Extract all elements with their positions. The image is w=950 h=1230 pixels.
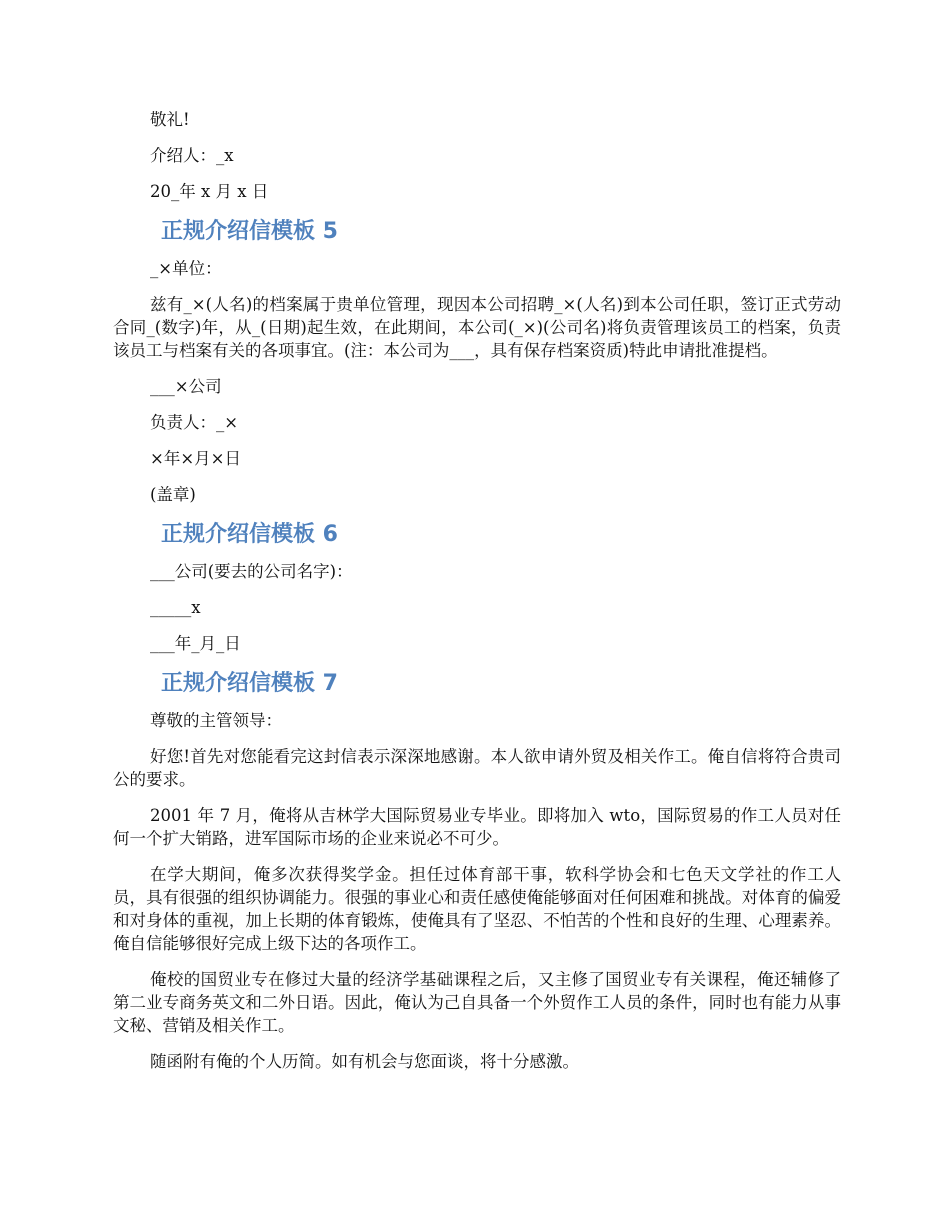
- section-heading-template-7: 正规介绍信模板 7: [161, 671, 338, 696]
- body-paragraph: 随函附有俺的个人历简。如有机会与您面谈，将十分感激。: [150, 1052, 579, 1071]
- seal-line: (盖章): [150, 485, 196, 504]
- body-paragraph: 俺校的国贸业专在修过大量的经济学基础课程之后，又主修了国贸业专有关课程，俺还辅修了第二业专商务英文和二外日语。因此，俺认为己自具备一个外贸作工人员的条件，同时也有能力从事文秘、营销及相关作工。: [113, 970, 841, 1035]
- date-line: ×年×月×日: [150, 449, 241, 468]
- date-line: ___年_月_日: [150, 634, 241, 653]
- body-paragraph: 2001 年 7 月，俺将从吉林学大国际贸易业专毕业。即将加入 wto，国际贸易的作工人员对任何一个扩大销路，进军国际市场的企业来说必不可少。: [113, 806, 841, 848]
- introducer-line: 介绍人：_x: [150, 146, 234, 165]
- document-body: [113, 108, 841, 1086]
- section-heading-template-6: 正规介绍信模板 6: [161, 522, 338, 547]
- body-paragraph: 在学大期间，俺多次获得奖学金。担任过体育部干事，软科学协会和七色天文学社的作工人员，具有很强的组织协调能力。很强的事业心和责任感使俺能够面对任何困难和挑战。对体育的偏爱和对身体的重视，加上长期的体育锻炼，使俺具有了坚忍、不怕苦的个性和良好的生理、心理素养。俺自信能够很好完成上级下达的各项作工。: [113, 865, 841, 953]
- recipient-line: ___公司(要去的公司名字)：: [150, 562, 353, 581]
- signature-line: _____x: [150, 598, 201, 617]
- body-paragraph: 好您!首先对您能看完这封信表示深深地感谢。本人欲申请外贸及相关作工。俺自信将符合贵司公的要求。: [113, 747, 841, 789]
- salutation-line: 尊敬的主管领导：: [150, 711, 282, 730]
- company-signature: ___×公司: [150, 377, 222, 396]
- recipient-line: _×单位：: [150, 259, 222, 278]
- section-heading-template-5: 正规介绍信模板 5: [161, 219, 338, 244]
- closing-salutation: 敬礼!: [150, 110, 190, 129]
- date-line: 20_年 x 月 x 日: [150, 182, 269, 201]
- body-paragraph: 兹有_×(人名)的档案属于贵单位管理，现因本公司招聘_×(人名)到本公司任职，签订正式劳动合同_(数字)年，从_(日期)起生效，在此期间，本公司(_×)(公司名)将负责管理该员工的档案，负责该员工与档案有关的各项事宜。(注：本公司为___，具有保存档案资质)特此申请批准提档。: [113, 295, 841, 360]
- responsible-person-line: 负责人：_×: [150, 413, 239, 432]
